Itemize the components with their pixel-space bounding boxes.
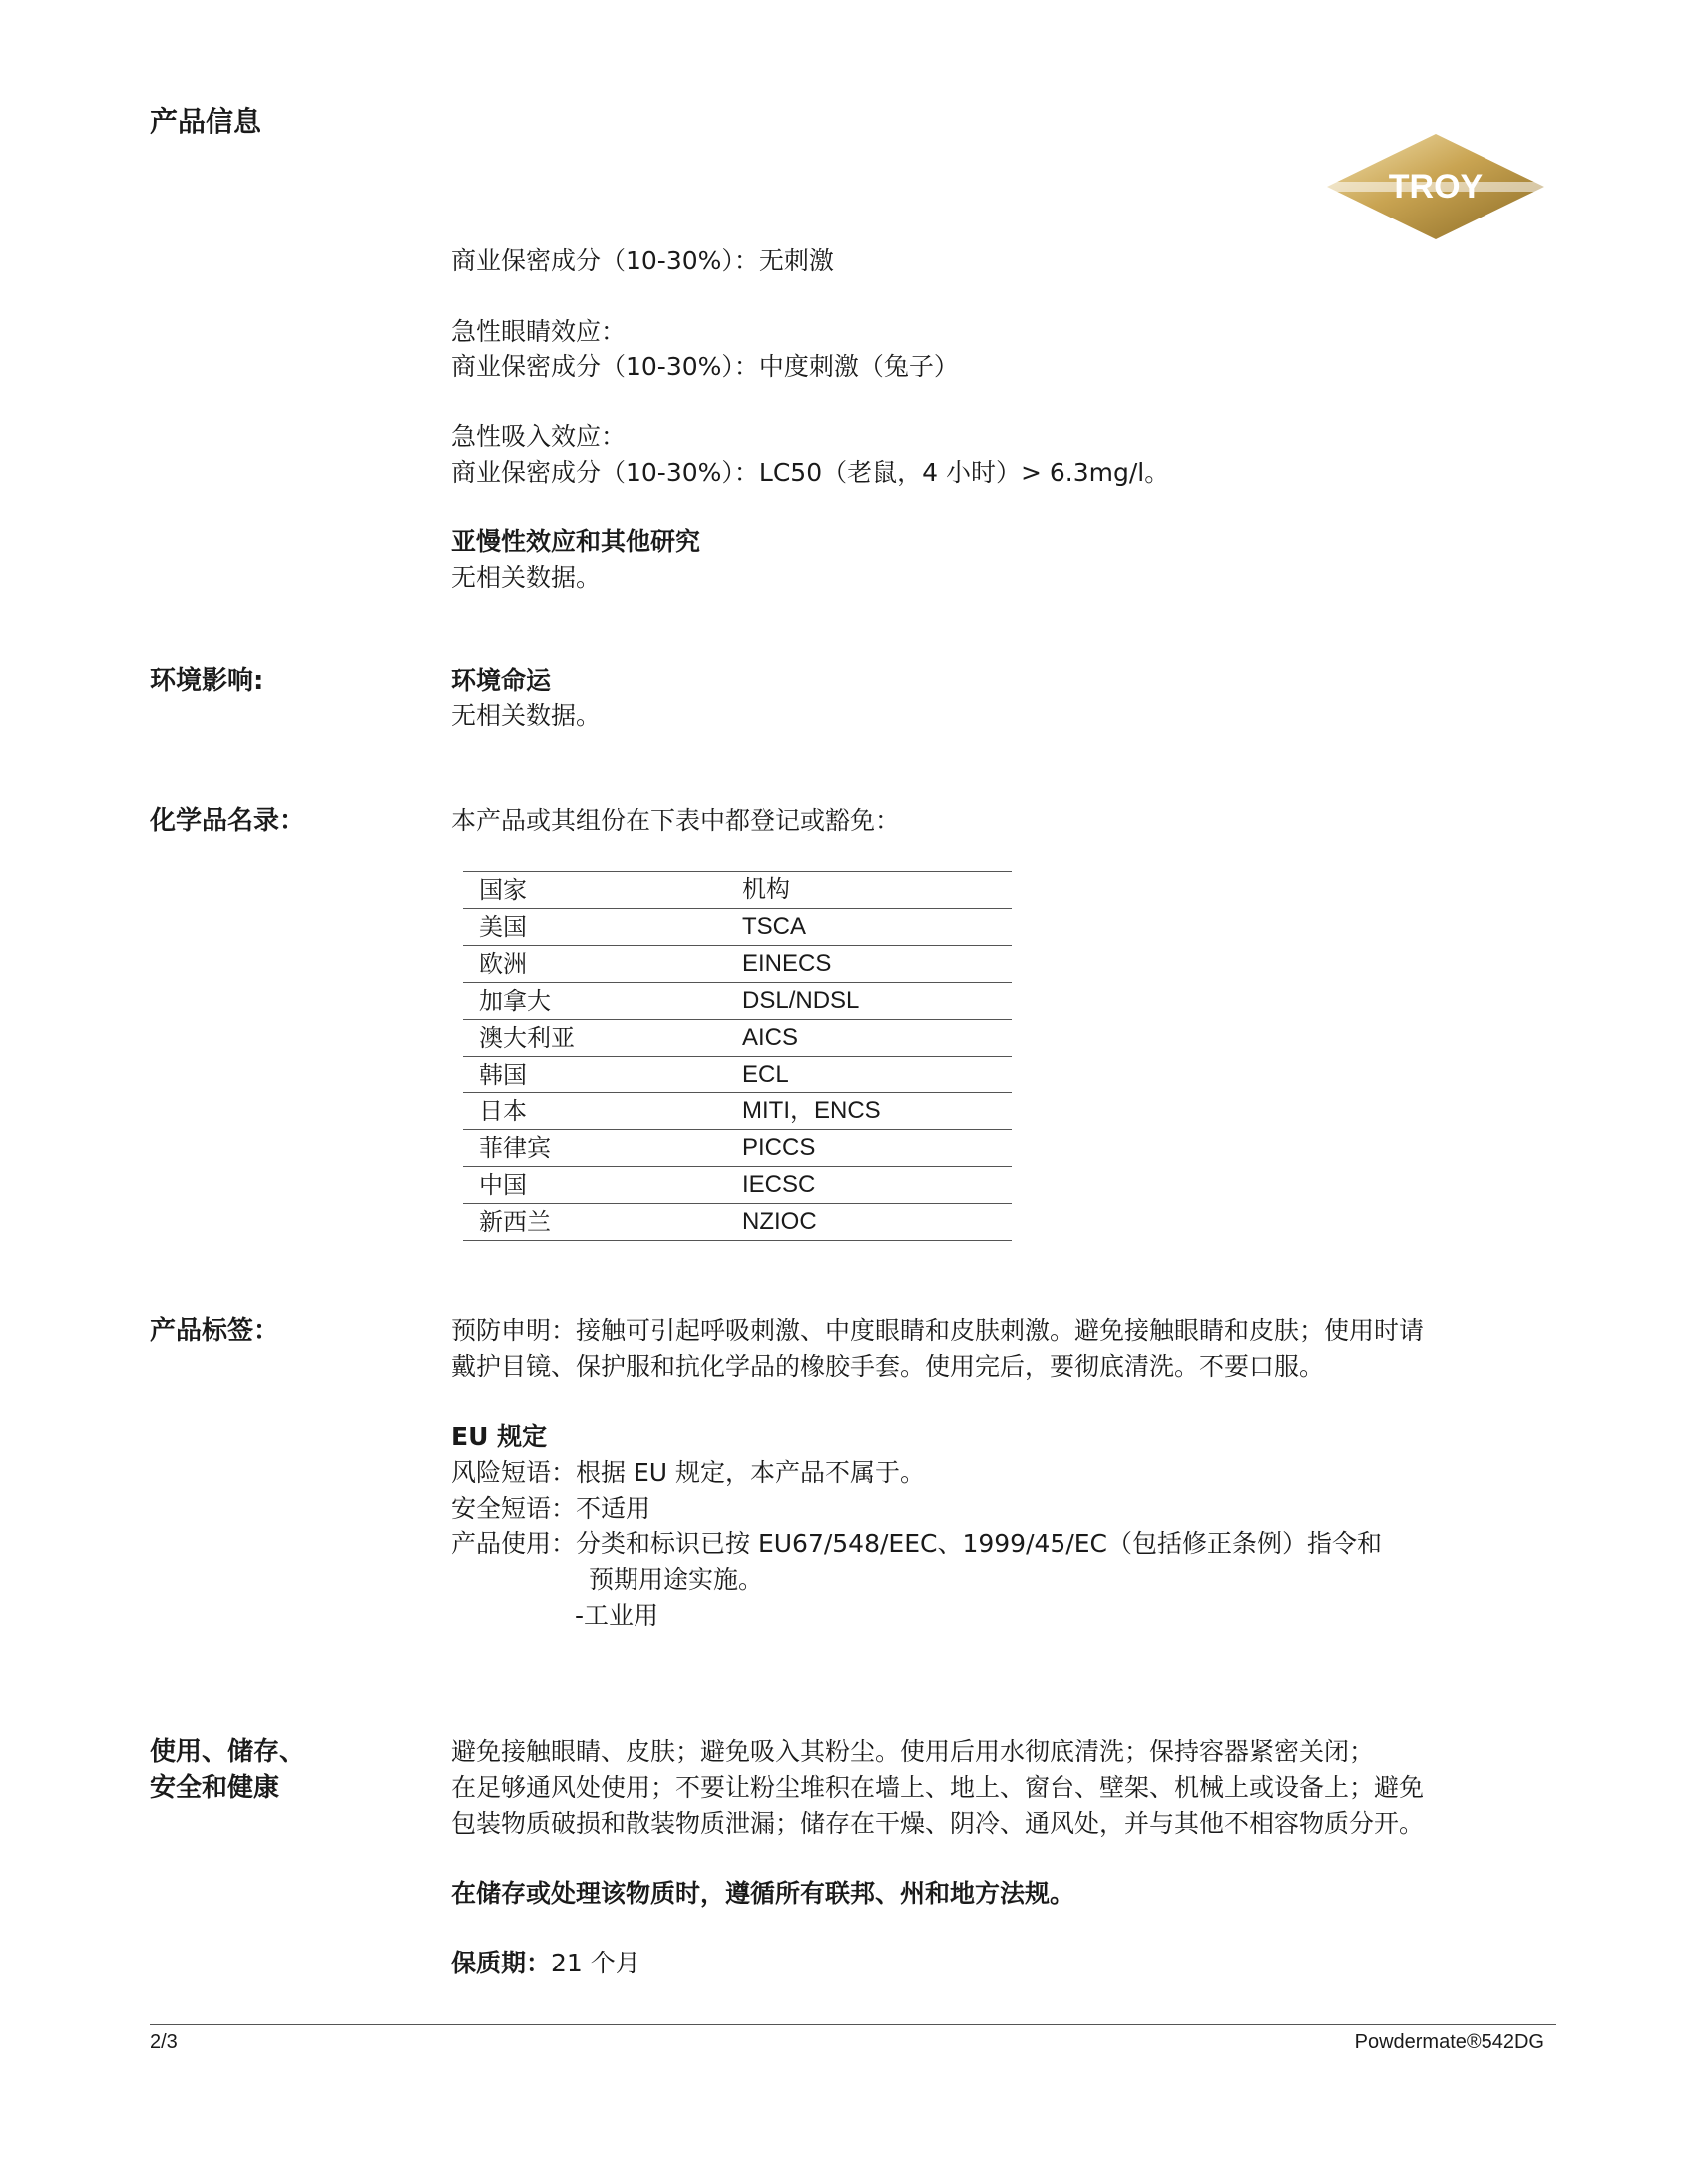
country-cell: 美国 [463, 909, 742, 946]
agency-cell: MITI，ENCS [742, 1093, 1012, 1130]
risk-phrase: 风险短语：根据 EU 规定，本产品不属于。 [451, 1458, 925, 1487]
agency-cell: NZIOC [742, 1204, 1012, 1241]
agency-cell: 机构 [742, 872, 1012, 909]
agency-cell: TSCA [742, 909, 1012, 946]
country-cell: 菲律宾 [463, 1130, 742, 1167]
footer-rule [150, 2024, 1556, 2025]
country-cell: 中国 [463, 1167, 742, 1204]
safety-phrase: 安全短语：不适用 [451, 1494, 651, 1523]
shelf-life-label: 保质期： [451, 1949, 552, 1977]
agency-cell: IECSC [742, 1167, 1012, 1204]
table-row [463, 1204, 1012, 1241]
inhalation-value: 商业保密成分（10-30%）：LC50（老鼠，4 小时）> 6.3mg/l。 [451, 458, 1170, 487]
handling-label-1: 使用、储存、 [150, 1737, 306, 1767]
subchronic-heading: 亚慢性效应和其他研究 [451, 527, 701, 556]
shelf-life-value: 21 个月 [551, 1949, 640, 1977]
regulation-note: 在储存或处理该物质时，遵循所有联邦、州和地方法规。 [451, 1879, 1075, 1908]
country-cell: 新西兰 [463, 1204, 742, 1241]
precaution-line-1: 预防申明：接触可引起呼吸刺激、中度眼睛和皮肤刺激。避免接触眼睛和皮肤；使用时请 [451, 1316, 1425, 1345]
country-cell: 欧洲 [463, 946, 742, 983]
inhalation-heading: 急性吸入效应： [451, 422, 627, 451]
agency-cell: ECL [742, 1057, 1012, 1093]
table-row [463, 946, 1012, 983]
table-row [463, 1130, 1012, 1167]
inventory-table [463, 871, 1012, 1241]
page-title: 产品信息 [150, 105, 262, 138]
product-use-line-3: -工业用 [575, 1601, 659, 1630]
table-row [463, 983, 1012, 1020]
country-cell: 加拿大 [463, 983, 742, 1020]
eye-effect-heading: 急性眼睛效应： [451, 317, 627, 346]
toxicity-line: 商业保密成分（10-30%）：无刺激 [451, 246, 834, 275]
handling-line-1: 避免接触眼睛、皮肤；避免吸入其粉尘。使用后用水彻底清洗；保持容器紧密关闭； [451, 1737, 1375, 1766]
table-row [463, 1057, 1012, 1093]
table-row [463, 909, 1012, 946]
environment-label: 环境影响: [150, 666, 264, 696]
handling-line-3: 包装物质破损和散装物质泄漏；储存在干燥、阴冷、通风处，并与其他不相容物质分开。 [451, 1809, 1425, 1838]
product-use-line-2: 预期用途实施。 [589, 1565, 764, 1594]
table-row [463, 1093, 1012, 1130]
handling-label-2: 安全和健康 [150, 1773, 280, 1803]
agency-cell: EINECS [742, 946, 1012, 983]
shelf-life [451, 1946, 640, 1981]
precaution-line-2: 戴护目镜、保护服和抗化学品的橡胶手套。使用完后，要彻底清洗。不要口服。 [451, 1352, 1325, 1381]
page-number: 2/3 [150, 2031, 178, 2053]
eu-heading: EU 规定 [451, 1422, 548, 1451]
agency-cell: AICS [742, 1020, 1012, 1057]
subchronic-value: 无相关数据。 [451, 563, 602, 592]
country-cell: 国家 [463, 872, 742, 909]
agency-cell: PICCS [742, 1130, 1012, 1167]
logo-text: TROY [1388, 168, 1484, 206]
eye-effect-value: 商业保密成分（10-30%）：中度刺激（兔子） [451, 352, 959, 381]
labeling-label: 产品标签： [150, 1316, 280, 1346]
agency-cell: DSL/NDSL [742, 983, 1012, 1020]
country-cell: 澳大利亚 [463, 1020, 742, 1057]
country-cell: 韩国 [463, 1057, 742, 1093]
country-cell: 日本 [463, 1093, 742, 1130]
table-row [463, 1167, 1012, 1204]
table-header-row [463, 872, 1012, 909]
handling-line-2: 在足够通风处使用；不要让粉尘堆积在墙上、地上、窗台、壁架、机械上或设备上；避免 [451, 1773, 1425, 1802]
inventory-label: 化学品名录： [150, 806, 306, 836]
table-row [463, 1020, 1012, 1057]
product-use-line-1: 产品使用：分类和标识已按 EU67/548/EEC、1999/45/EC（包括修正条例）指令和 [451, 1529, 1382, 1558]
environment-value: 无相关数据。 [451, 701, 602, 730]
troy-logo [1325, 132, 1546, 241]
environment-heading: 环境命运 [451, 666, 552, 695]
product-name: Powdermate®542DG [1354, 2031, 1544, 2053]
inventory-intro: 本产品或其组份在下表中都登记或豁免： [451, 806, 901, 835]
